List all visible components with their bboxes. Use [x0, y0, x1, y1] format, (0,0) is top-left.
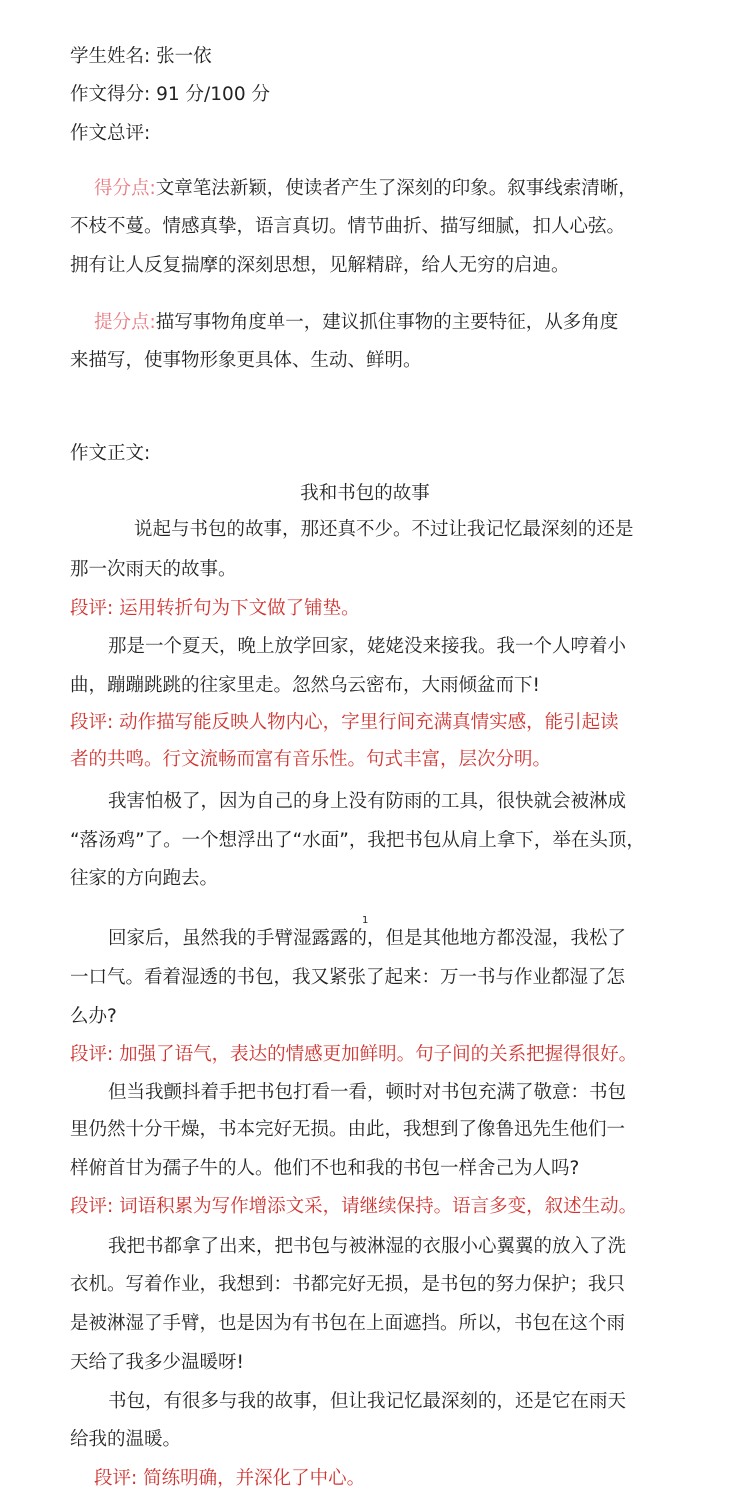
student-name-row: [70, 44, 212, 70]
improve-line-2: 来描写，使事物形象更具体、生动、鲜明。: [70, 350, 422, 371]
paragraph-2-line-1: 那是一个夏天，晚上放学回家，姥姥没来接我。我一个人哼着小: [108, 636, 627, 657]
score-row: [70, 82, 270, 108]
comment-1: 段评: 运用转折句为下文做了铺垫。: [70, 598, 360, 619]
merit-label: 得分点:: [94, 178, 156, 199]
comment-4: 段评: 加强了语气，表达的情感更加鲜明。句子间的关系把握得很好。: [70, 1044, 638, 1065]
paragraph-1-line-1: 说起与书包的故事，那还真不少。不过让我记忆最深刻的还是: [134, 519, 634, 540]
paragraph-7-line-1: 书包，有很多与我的故事，但让我记忆最深刻的，还是它在雨天: [108, 1391, 627, 1412]
paragraph-4-line-2: 一口气。看着湿透的书包，我又紧张了起来：万一书与作业都湿了怎: [70, 967, 626, 988]
paragraph-5-line-2: 里仍然十分干燥，书本完好无损。由此，我想到了像鲁迅先生他们一: [70, 1119, 626, 1140]
paragraph-6-line-4: 天给了我多少温暖呀!: [70, 1352, 244, 1373]
paragraph-5-line-3: 样俯首甘为孺子牛的人。他们不也和我的书包一样舍己为人吗?: [70, 1158, 580, 1179]
comment-7: 段评: 简练明确，并深化了中心。: [94, 1468, 366, 1489]
paragraph-6-line-3: 是被淋湿了手臂，也是因为有书包在上面遮挡。所以，书包在这个雨: [70, 1313, 626, 1334]
score-value: 91 分/100 分: [156, 84, 270, 105]
merit-line-1: 得分点:文章笔法新颖，使读者产生了深刻的印象。叙事线索清晰，: [94, 178, 637, 199]
improve-label: 提分点:: [94, 312, 156, 333]
paragraph-3-line-2: “落汤鸡”了。一个想浮出了“水面”，我把书包从肩上拿下，举在头顶，: [70, 830, 645, 851]
paragraph-3-line-1: 我害怕极了，因为自己的身上没有防雨的工具，很快就会被淋成: [108, 791, 627, 812]
paragraph-6-line-2: 衣机。写着作业，我想到：书都完好无损，是书包的努力保护；我只: [70, 1274, 626, 1295]
merit-line-3: 拥有让人反复揣摩的深刻思想，见解精辟，给人无穷的启迪。: [70, 255, 570, 276]
comment-5: 段评: 词语积累为写作增添文采，请继续保持。语言多变，叙述生动。: [70, 1196, 638, 1217]
paragraph-5-line-1: 但当我颤抖着手把书包打看一看，顿时对书包充满了敬意：书包: [108, 1082, 627, 1103]
paragraph-7-line-2: 给我的温暖。: [70, 1429, 182, 1450]
student-name-label: 学生姓名:: [70, 46, 151, 67]
score-label: 作文得分:: [70, 84, 151, 105]
paragraph-6-line-1: 我把书都拿了出来，把书包与被淋湿的衣服小心翼翼的放入了洗: [108, 1236, 627, 1257]
essay-body-label: 作文正文:: [70, 443, 151, 464]
essay-title: 我和书包的故事: [300, 483, 430, 504]
footnote-marker: 1: [362, 915, 369, 926]
paragraph-2-line-2: 曲，蹦蹦跳跳的往家里走。忽然乌云密布，大雨倾盆而下!: [70, 675, 540, 696]
paragraph-4-line-1: 回家后，虽然我的手臂湿露露的，但是其他地方都没湿，我松了: [108, 928, 627, 949]
merit-line-2: 不枝不蔓。情感真挚，语言真切。情节曲折、描写细腻，扣人心弦。: [70, 216, 626, 237]
student-name-value: 张一依: [156, 46, 212, 67]
paragraph-4-line-3: 么办?: [70, 1006, 117, 1027]
improve-line-1: 提分点:描写事物角度单一，建议抓住事物的主要特征，从多角度: [94, 312, 619, 333]
paragraph-1-line-2: 那一次雨天的故事。: [70, 559, 237, 580]
paragraph-3-line-3: 往家的方向跑去。: [70, 868, 219, 889]
comment-2-line-1: 段评: 动作描写能反映人物内心，字里行间充满真情实感，能引起读: [70, 712, 619, 733]
comment-2-line-2: 者的共鸣。行文流畅而富有音乐性。句式丰富，层次分明。: [70, 749, 552, 770]
summary-label: 作文总评:: [70, 123, 151, 144]
